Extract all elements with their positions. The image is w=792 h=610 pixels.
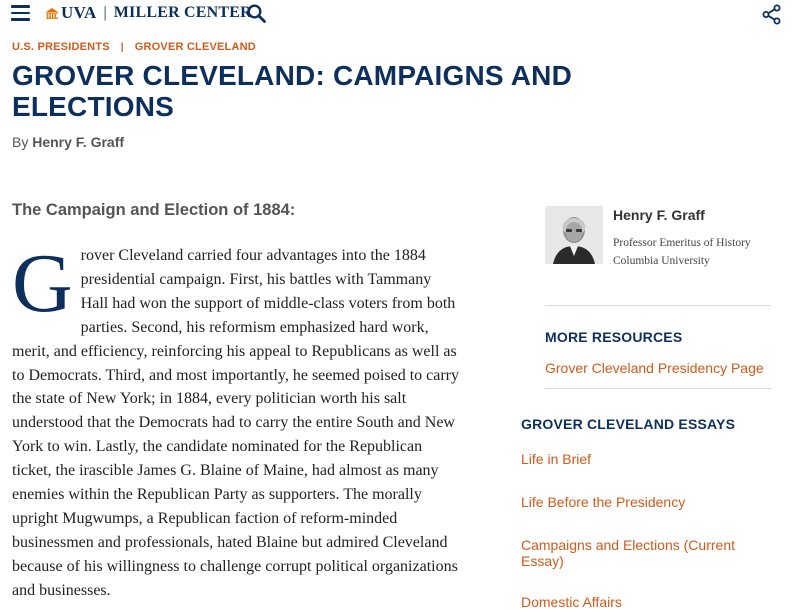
byline-author-link[interactable]: Henry F. Graff bbox=[32, 134, 125, 150]
essay-link-campaigns-elections[interactable]: Campaigns and Elections (Current Essay) bbox=[521, 537, 735, 569]
breadcrumb-grover-cleveland[interactable]: GROVER CLEVELAND bbox=[134, 41, 256, 53]
byline-prefix: By bbox=[12, 134, 29, 150]
sidebar-divider bbox=[545, 305, 771, 306]
breadcrumb-separator: | bbox=[120, 41, 124, 53]
essays-heading: GROVER CLEVELAND ESSAYS bbox=[521, 416, 736, 432]
article-body bbox=[12, 237, 462, 603]
search-icon[interactable] bbox=[247, 4, 266, 23]
author-card bbox=[545, 206, 771, 286]
essay-link-life-in-brief[interactable]: Life in Brief bbox=[521, 451, 592, 467]
author-affiliation-line: Columbia University bbox=[613, 255, 710, 267]
author-title-line: Professor Emeritus of History bbox=[613, 237, 751, 249]
logo-miller-center-text: MILLER CENTER bbox=[113, 4, 252, 21]
essay-link-life-before-presidency[interactable]: Life Before the Presidency bbox=[521, 494, 686, 510]
page-title: GROVER CLEVELAND: CAMPAIGNS AND ELECTIONS bbox=[12, 60, 572, 122]
hamburger-menu-icon[interactable] bbox=[11, 4, 30, 21]
more-resources-heading: MORE RESOURCES bbox=[545, 329, 683, 345]
logo-uva-text: UVA bbox=[61, 3, 97, 22]
author-card-name[interactable]: Henry F. Graff bbox=[613, 207, 705, 223]
article-paragraph: rover Cleveland carried four advantages into the 1884 presidential campaign. First, his battles with Tammany Hall had won the support of middle-class voters from both parties. Second, his reformism emphasized hard work, merit, and efficiency, reinforcing his appeal to Republicans as well as to Democrats. Third, and most importantly, he seemed poised to carry the state of New York; in 1884, every politician worth his salt understood that the Democrats had to carry the entire South and New York to win. Lastly, the candidate nominated for the Republican ticket, the irascible James G. Blaine of Maine, had almost as many enemies within the Republican Party as supporters. The morally upright Mugwumps, a Republican faction of reform-minded businessmen and professionals, hated Blaine but admired Cleveland because of his willingness to challenge corrupt political organizations and businesses. bbox=[12, 247, 459, 599]
breadcrumb bbox=[12, 41, 256, 53]
author-avatar[interactable] bbox=[545, 206, 603, 264]
logo-separator: | bbox=[103, 4, 107, 21]
share-icon[interactable] bbox=[762, 4, 781, 25]
section-heading: The Campaign and Election of 1884: bbox=[12, 201, 296, 219]
author-card-title bbox=[613, 234, 783, 270]
byline bbox=[12, 134, 124, 150]
site-header bbox=[0, 0, 792, 28]
sidebar-divider bbox=[545, 388, 771, 389]
rotunda-icon bbox=[45, 7, 59, 19]
drop-cap: G bbox=[12, 237, 73, 330]
breadcrumb-us-presidents[interactable]: U.S. PRESIDENTS bbox=[12, 41, 110, 53]
site-logo[interactable] bbox=[45, 3, 252, 23]
presidency-page-link[interactable]: Grover Cleveland Presidency Page bbox=[545, 360, 764, 376]
essay-link-domestic-affairs[interactable]: Domestic Affairs bbox=[521, 594, 622, 610]
